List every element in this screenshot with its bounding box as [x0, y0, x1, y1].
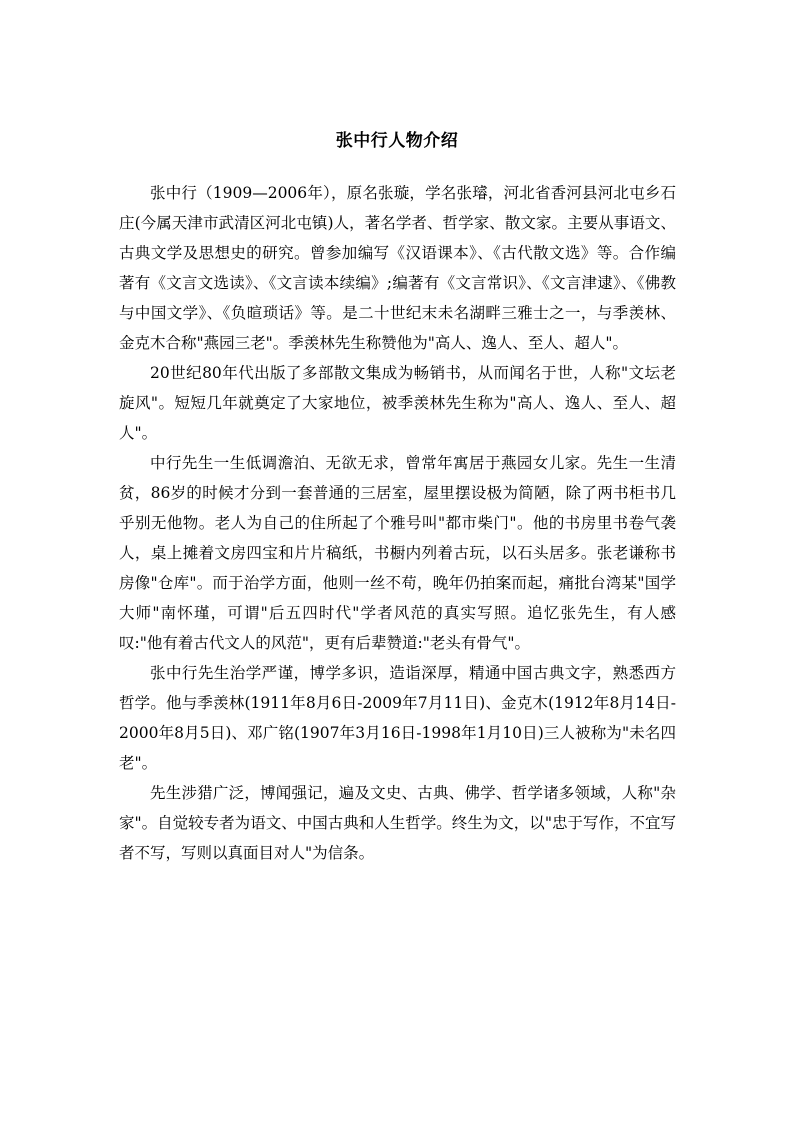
- paragraph-interests: 先生涉猎广泛，博闻强记，遍及文史、古典、佛学、哲学诸多领域，人称"杂家"。自觉较专者为语文、中国古典和人生哲学。终生为文，以"忠于写作，不宜写者不写，写则以真面目对人"为信条。: [119, 784, 676, 862]
- document-title: 张中行人物介绍: [335, 131, 459, 151]
- paragraph-scholarship: 张中行先生治学严谨，博学多识，造诣深厚，精通中国古典文字，熟悉西方哲学。他与季羡林(1911年8月6日-2009年7月11日)、金克木(1912年8月14日-2000年8月5日)、邓广铭(1907年3月16日-1998年1月10日)三人被称为"未名四老"。: [119, 664, 676, 772]
- paragraph-life: 中行先生一生低调澹泊、无欲无求，曾常年寓居于燕园女儿家。先生一生清贫，86岁的时候才分到一套普通的三居室，屋里摆设极为简陋，除了两书柜书几乎别无他物。老人为自己的住所起了个雅号叫"都市柴门"。他的书房里书卷气袭人，桌上摊着文房四宝和片片稿纸，书橱内列着古玩，以石头居多。张老谦称书房像"仓库"。而于治学方面，他则一丝不苟，晚年仍拍案而起，痛批台湾某"国学大师"南怀瑾，可谓"后五四时代"学者风范的真实写照。追忆张先生，有人感叹:"他有着古代文人的风范"，更有后辈赞道:"老头有骨气"。: [119, 454, 676, 652]
- document-body: [119, 178, 676, 868]
- paragraph-fame: 20世纪80年代出版了多部散文集成为畅销书，从而闻名于世，人称"文坛老旋风"。短短几年就奠定了大家地位，被季羡林先生称为"高人、逸人、至人、超人"。: [119, 364, 676, 442]
- paragraph-intro: 张中行（1909—2006年），原名张璇，学名张璿，河北省香河县河北屯乡石庄(今属天津市武清区河北屯镇)人，著名学者、哲学家、散文家。主要从事语文、古典文学及思想史的研究。曾参加编写《汉语课本》、《古代散文选》等。合作编著有《文言文选读》、《文言读本续编》;编著有《文言常识》、《文言津逮》、《佛教与中国文学》、《负暄琐话》等。是二十世纪末未名湖畔三雅士之一，与季羡林、金克木合称"燕园三老"。季羡林先生称赞他为"高人、逸人、至人、超人"。: [119, 184, 676, 352]
